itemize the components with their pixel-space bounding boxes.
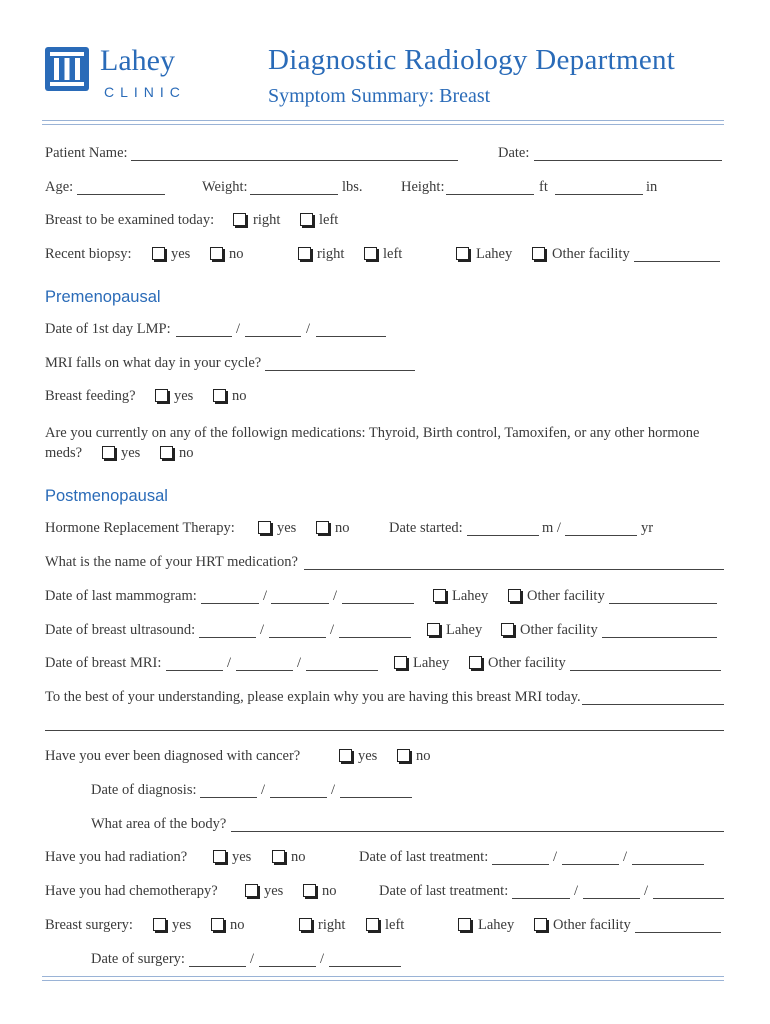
body-area-label: What area of the body? [91, 816, 227, 832]
mri-lahey-label: Lahey [413, 655, 450, 671]
mri-other-label: Other facility [488, 655, 566, 671]
header-divider [42, 120, 724, 125]
breast-surgery-label: Breast surgery: [45, 917, 133, 933]
mammogram-slash-1: / [263, 588, 268, 604]
height-ft-field[interactable] [446, 194, 534, 195]
mammogram-month-field[interactable] [201, 603, 259, 604]
last-mammogram-label: Date of last mammogram: [45, 588, 197, 604]
weight-field[interactable] [250, 194, 338, 195]
date-started-yr-label: yr [641, 520, 654, 536]
mri-cycle-field[interactable] [265, 370, 415, 371]
mammogram-other-label: Other facility [527, 588, 605, 604]
examined-left-checkbox[interactable] [300, 213, 313, 226]
mammogram-other-field[interactable] [609, 603, 717, 604]
chemo-last-treatment-label: Date of last treatment: [379, 883, 509, 899]
radiation-month-field[interactable] [492, 864, 549, 865]
biopsy-left-checkbox[interactable] [364, 247, 377, 260]
biopsy-right-label: right [317, 246, 345, 262]
biopsy-lahey-label: Lahey [476, 246, 513, 262]
patient-name-label: Patient Name: [45, 145, 128, 161]
biopsy-other-label: Other facility [552, 246, 630, 262]
ultrasound-day-field[interactable] [269, 637, 326, 638]
weight-label: Weight: [202, 179, 248, 195]
explain-field-2[interactable] [45, 730, 724, 731]
biopsy-right-checkbox[interactable] [298, 247, 311, 260]
chemo-label: Have you had chemotherapy? [45, 883, 218, 899]
mri-other-field[interactable] [570, 670, 721, 671]
meds-yes-checkbox[interactable] [102, 446, 115, 459]
ultrasound-other-checkbox[interactable] [501, 623, 514, 636]
mammogram-lahey-label: Lahey [452, 588, 489, 604]
mri-lahey-checkbox[interactable] [394, 656, 407, 669]
date-started-year-field[interactable] [565, 535, 637, 536]
lmp-label: Date of 1st day LMP: [45, 321, 171, 337]
cancer-no-label: no [416, 748, 431, 764]
meds-yes-label: yes [121, 445, 141, 461]
date-diagnosis-label: Date of diagnosis: [91, 782, 197, 798]
height-label: Height: [401, 179, 445, 195]
medications-question-line1: Are you currently on any of the followign medications: Thyroid, Birth control, Tamoxifen, or any other hormone [45, 425, 700, 441]
hrt-no-checkbox[interactable] [316, 521, 329, 534]
age-label: Age: [45, 179, 74, 195]
radiation-year-field[interactable] [632, 864, 704, 865]
mri-cycle-label: MRI falls on what day in your cycle? [45, 355, 262, 371]
mri-year-field[interactable] [306, 670, 378, 671]
biopsy-lahey-checkbox[interactable] [456, 247, 469, 260]
radiation-yes-checkbox[interactable] [213, 850, 226, 863]
meds-no-checkbox[interactable] [160, 446, 173, 459]
brand-name: Lahey [100, 44, 175, 77]
chemo-year-field[interactable] [653, 898, 724, 899]
surgery-no-label: no [230, 917, 245, 933]
diagnosis-slash-1: / [261, 782, 266, 798]
surgery-left-label: left [385, 917, 405, 933]
ft-label: ft [539, 179, 548, 195]
chemo-yes-checkbox[interactable] [245, 884, 258, 897]
lmp-month-field[interactable] [176, 336, 232, 337]
date-field[interactable] [534, 160, 722, 161]
ultrasound-lahey-checkbox[interactable] [427, 623, 440, 636]
ultrasound-slash-1: / [260, 622, 265, 638]
lahey-logo-icon [44, 46, 90, 92]
hrt-yes-label: yes [277, 520, 297, 536]
page-subtitle: Symptom Summary: Breast [268, 85, 491, 107]
mammogram-day-field[interactable] [271, 603, 329, 604]
surgery-other-field[interactable] [635, 932, 721, 933]
chemo-no-label: no [322, 883, 337, 899]
cancer-yes-label: yes [358, 748, 378, 764]
diagnosis-day-field[interactable] [270, 797, 327, 798]
height-in-field[interactable] [555, 194, 643, 195]
surgery-slash-1: / [250, 951, 255, 967]
biopsy-yes-label: yes [171, 246, 191, 262]
date-started-label: Date started: [389, 520, 463, 536]
body-area-field[interactable] [231, 831, 724, 832]
surgery-day-field[interactable] [259, 966, 316, 967]
surgery-month-field[interactable] [189, 966, 246, 967]
mammogram-lahey-checkbox[interactable] [433, 589, 446, 602]
ultrasound-slash-2: / [330, 622, 335, 638]
mammogram-year-field[interactable] [342, 603, 414, 604]
chemo-month-field[interactable] [512, 898, 570, 899]
chemo-slash-2: / [644, 883, 649, 899]
radiation-yes-label: yes [232, 849, 252, 865]
brand-sub: CLINIC [104, 84, 186, 100]
chemo-yes-label: yes [264, 883, 284, 899]
surgery-yes-label: yes [172, 917, 192, 933]
lmp-slash-2: / [306, 321, 311, 337]
surgery-other-checkbox[interactable] [534, 918, 547, 931]
lmp-year-field[interactable] [316, 336, 386, 337]
date-started-m-label: m / [542, 520, 561, 536]
hrt-no-label: no [335, 520, 350, 536]
biopsy-other-checkbox[interactable] [532, 247, 545, 260]
diagnosis-month-field[interactable] [200, 797, 257, 798]
chemo-no-checkbox[interactable] [303, 884, 316, 897]
mri-slash-2: / [297, 655, 302, 671]
chemo-day-field[interactable] [583, 898, 640, 899]
explain-field-1[interactable] [582, 704, 724, 705]
postmenopausal-heading: Postmenopausal [45, 487, 168, 505]
biopsy-left-label: left [383, 246, 403, 262]
surgery-other-label: Other facility [553, 917, 631, 933]
ultrasound-year-field[interactable] [339, 637, 411, 638]
ultrasound-lahey-label: Lahey [446, 622, 483, 638]
mri-month-field[interactable] [166, 670, 223, 671]
biopsy-no-label: no [229, 246, 244, 262]
surgery-left-checkbox[interactable] [366, 918, 379, 931]
cancer-yes-checkbox[interactable] [339, 749, 352, 762]
age-field[interactable] [77, 194, 165, 195]
date-surgery-label: Date of surgery: [91, 951, 185, 967]
surgery-slash-2: / [320, 951, 325, 967]
examined-right-checkbox[interactable] [233, 213, 246, 226]
lbs-label: lbs. [342, 179, 363, 195]
breast-feeding-label: Breast feeding? [45, 388, 136, 404]
chemo-slash-1: / [574, 883, 579, 899]
feeding-no-checkbox[interactable] [213, 389, 226, 402]
page-title: Diagnostic Radiology Department [268, 44, 676, 76]
in-label: in [646, 179, 658, 195]
surgery-right-label: right [318, 917, 346, 933]
surgery-yes-checkbox[interactable] [153, 918, 166, 931]
mri-day-field[interactable] [236, 670, 293, 671]
feeding-yes-checkbox[interactable] [155, 389, 168, 402]
diagnosis-year-field[interactable] [340, 797, 412, 798]
radiation-no-label: no [291, 849, 306, 865]
breast-ultrasound-label: Date of breast ultrasound: [45, 622, 196, 638]
diagnosis-slash-2: / [331, 782, 336, 798]
cancer-diagnosed-label: Have you ever been diagnosed with cancer? [45, 748, 301, 764]
surgery-no-checkbox[interactable] [211, 918, 224, 931]
clinic-logo [44, 46, 90, 97]
surgery-lahey-checkbox[interactable] [458, 918, 471, 931]
surgery-lahey-label: Lahey [478, 917, 515, 933]
footer-divider [42, 976, 724, 981]
feeding-yes-label: yes [174, 388, 194, 404]
mri-slash-1: / [227, 655, 232, 671]
lmp-day-field[interactable] [245, 336, 301, 337]
surgery-right-checkbox[interactable] [299, 918, 312, 931]
cancer-no-checkbox[interactable] [397, 749, 410, 762]
radiation-last-treatment-label: Date of last treatment: [359, 849, 489, 865]
ultrasound-month-field[interactable] [199, 637, 256, 638]
radiation-label: Have you had radiation? [45, 849, 188, 865]
radiation-day-field[interactable] [562, 864, 619, 865]
biopsy-yes-checkbox[interactable] [152, 247, 165, 260]
mri-other-checkbox[interactable] [469, 656, 482, 669]
radiation-slash-1: / [553, 849, 558, 865]
ultrasound-other-field[interactable] [602, 637, 717, 638]
feeding-no-label: no [232, 388, 247, 404]
meds-no-label: no [179, 445, 194, 461]
radiation-slash-2: / [623, 849, 628, 865]
examined-right-label: right [253, 212, 281, 228]
lmp-slash-1: / [236, 321, 241, 337]
date-started-month-field[interactable] [467, 535, 539, 536]
hrt-name-label: What is the name of your HRT medication? [45, 554, 298, 570]
mammogram-slash-2: / [333, 588, 338, 604]
patient-name-field[interactable] [131, 160, 458, 161]
hrt-yes-checkbox[interactable] [258, 521, 271, 534]
medications-question-line2: meds? [45, 445, 83, 461]
radiation-no-checkbox[interactable] [272, 850, 285, 863]
biopsy-other-field[interactable] [634, 261, 720, 262]
date-label: Date: [498, 145, 530, 161]
examined-left-label: left [319, 212, 339, 228]
hrt-name-field[interactable] [304, 569, 724, 570]
premenopausal-heading: Premenopausal [45, 288, 161, 306]
surgery-year-field[interactable] [329, 966, 401, 967]
explain-label: To the best of your understanding, please explain why you are having this breast MRI today. [45, 689, 581, 705]
hrt-label: Hormone Replacement Therapy: [45, 520, 235, 536]
recent-biopsy-label: Recent biopsy: [45, 246, 132, 262]
breast-mri-label: Date of breast MRI: [45, 655, 162, 671]
breast-examined-label: Breast to be examined today: [45, 212, 215, 228]
mammogram-other-checkbox[interactable] [508, 589, 521, 602]
ultrasound-other-label: Other facility [520, 622, 598, 638]
biopsy-no-checkbox[interactable] [210, 247, 223, 260]
